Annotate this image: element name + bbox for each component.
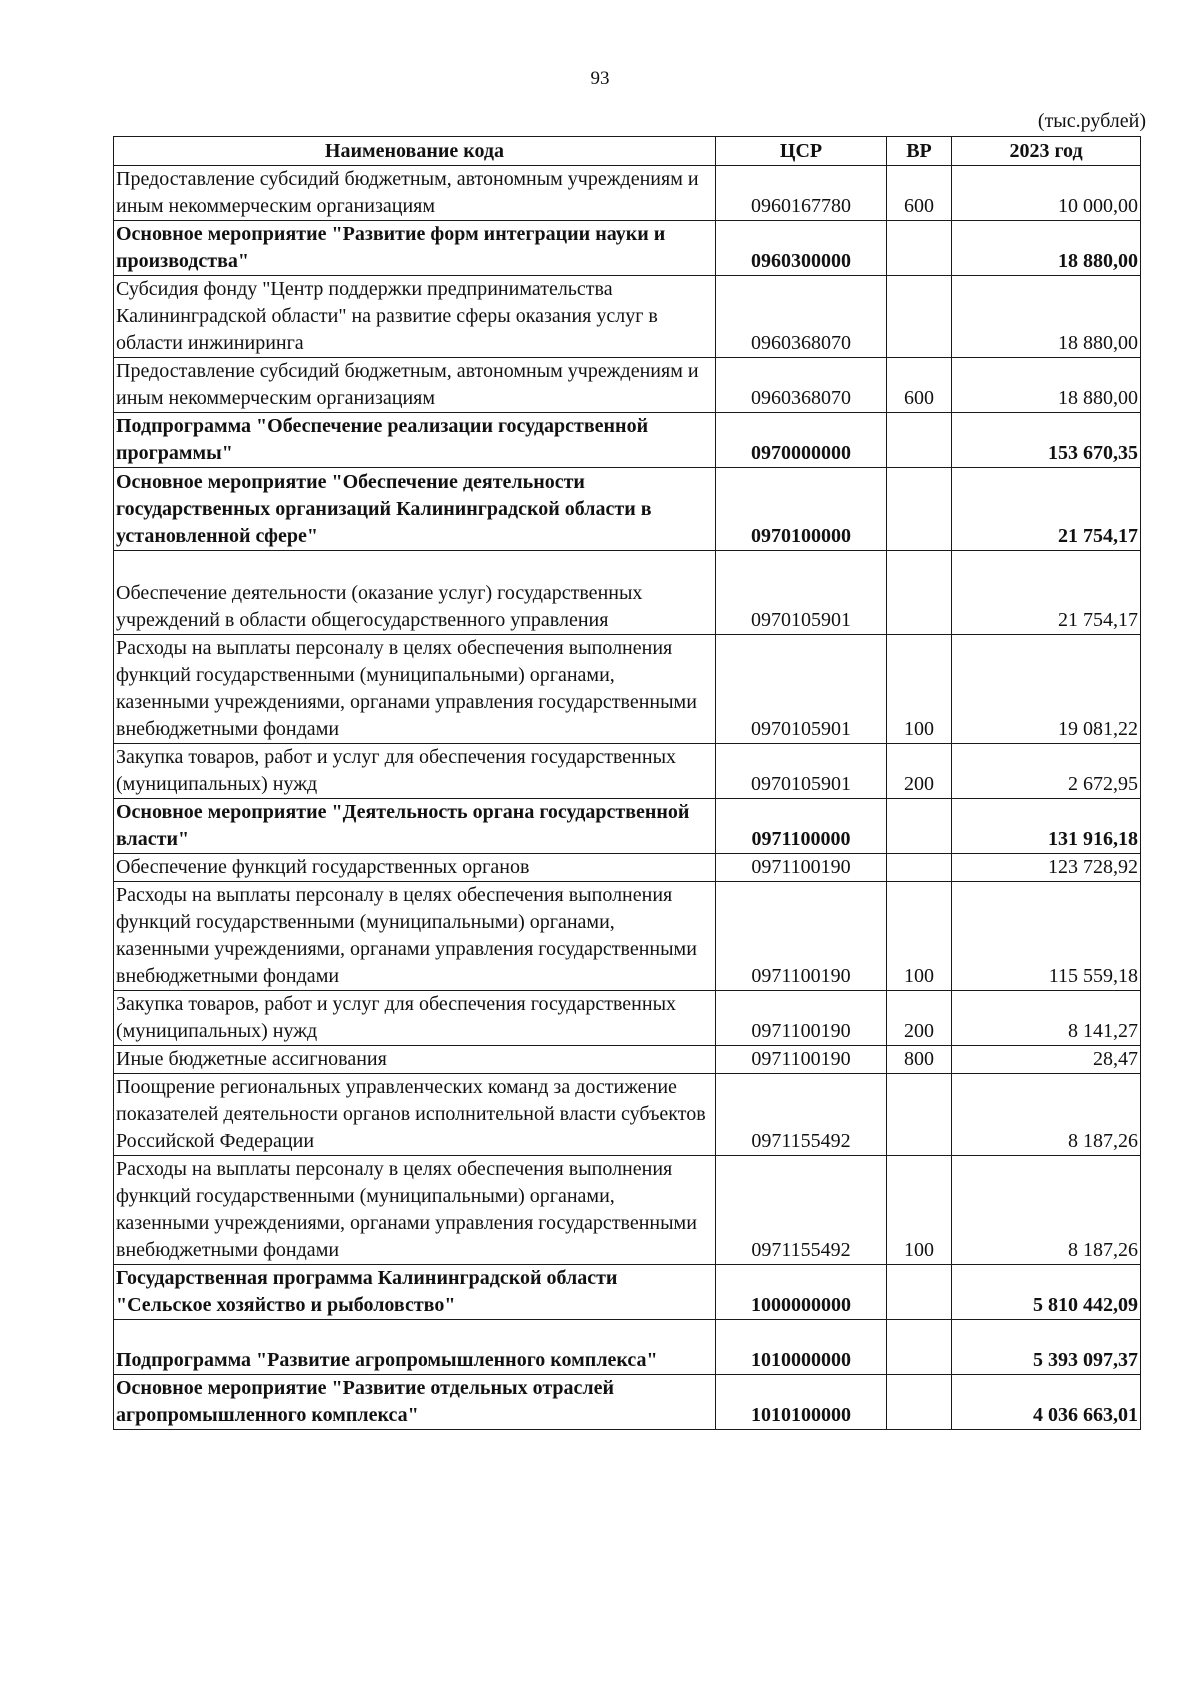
cell-vr: 800 <box>887 1046 952 1074</box>
table-row <box>114 358 1141 413</box>
cell-sum: 21 754,17 <box>952 468 1141 551</box>
cell-vr <box>887 799 952 854</box>
table-row <box>114 1265 1141 1320</box>
cell-name: Закупка товаров, работ и услуг для обеспечения государственных (муниципальных) нужд <box>114 991 716 1046</box>
budget-table <box>113 136 1141 1430</box>
cell-csr: 0971100190 <box>716 991 887 1046</box>
table-row <box>114 882 1141 991</box>
cell-vr <box>887 1265 952 1320</box>
cell-vr <box>887 1320 952 1375</box>
cell-sum: 8 187,26 <box>952 1156 1141 1265</box>
table-row <box>114 276 1141 358</box>
cell-vr: 100 <box>887 1156 952 1265</box>
cell-sum: 131 916,18 <box>952 799 1141 854</box>
header-vr: ВР <box>887 137 952 166</box>
cell-name: Подпрограмма "Развитие агропромышленного комплекса" <box>114 1320 716 1375</box>
cell-sum: 2 672,95 <box>952 744 1141 799</box>
header-sum: 2023 год <box>952 137 1141 166</box>
cell-name: Государственная программа Калининградской области "Сельское хозяйство и рыболовство" <box>114 1265 716 1320</box>
cell-sum: 4 036 663,01 <box>952 1375 1141 1430</box>
cell-name: Подпрограмма "Обеспечение реализации государственной программы" <box>114 413 716 468</box>
cell-csr: 0971100190 <box>716 1046 887 1074</box>
cell-sum: 123 728,92 <box>952 854 1141 882</box>
cell-name: Предоставление субсидий бюджетным, автономным учреждениям и иным некоммерческим организациям <box>114 166 716 221</box>
cell-name: Иные бюджетные ассигнования <box>114 1046 716 1074</box>
table-row <box>114 1320 1141 1375</box>
cell-sum: 28,47 <box>952 1046 1141 1074</box>
cell-csr: 0960300000 <box>716 221 887 276</box>
table-row <box>114 991 1141 1046</box>
cell-csr: 0971100000 <box>716 799 887 854</box>
table-row <box>114 799 1141 854</box>
cell-vr: 200 <box>887 991 952 1046</box>
cell-name: Основное мероприятие "Деятельность органа государственной власти" <box>114 799 716 854</box>
cell-name: Закупка товаров, работ и услуг для обеспечения государственных (муниципальных) нужд <box>114 744 716 799</box>
cell-sum: 5 810 442,09 <box>952 1265 1141 1320</box>
cell-vr: 600 <box>887 358 952 413</box>
cell-vr <box>887 413 952 468</box>
cell-csr: 0970105901 <box>716 551 887 635</box>
table-row <box>114 1046 1141 1074</box>
cell-vr <box>887 1074 952 1156</box>
cell-sum: 8 187,26 <box>952 1074 1141 1156</box>
cell-csr: 0960167780 <box>716 166 887 221</box>
cell-name: Субсидия фонду "Центр поддержки предпринимательства Калининградской области" на развитие сферы оказания услуг в области инжиниринга <box>114 276 716 358</box>
cell-sum: 18 880,00 <box>952 358 1141 413</box>
table-row <box>114 551 1141 635</box>
cell-vr: 100 <box>887 882 952 991</box>
table-body <box>114 166 1141 1430</box>
cell-vr <box>887 551 952 635</box>
cell-sum: 18 880,00 <box>952 221 1141 276</box>
table-row <box>114 854 1141 882</box>
units-label: (тыс.рублей) <box>1037 110 1146 132</box>
header-csr: ЦСР <box>716 137 887 166</box>
cell-csr: 1000000000 <box>716 1265 887 1320</box>
cell-csr: 0971100190 <box>716 882 887 991</box>
cell-sum: 115 559,18 <box>952 882 1141 991</box>
cell-sum: 18 880,00 <box>952 276 1141 358</box>
cell-name: Расходы на выплаты персоналу в целях обеспечения выполнения функций государственными (муниципальными) органами, казенными учреждениями, органами управления государственными внебюджетными фондами <box>114 635 716 744</box>
table-row <box>114 468 1141 551</box>
cell-csr: 0970105901 <box>716 744 887 799</box>
cell-vr: 600 <box>887 166 952 221</box>
cell-csr: 1010000000 <box>716 1320 887 1375</box>
cell-csr: 0960368070 <box>716 276 887 358</box>
cell-sum: 21 754,17 <box>952 551 1141 635</box>
header-name: Наименование кода <box>114 137 716 166</box>
cell-sum: 5 393 097,37 <box>952 1320 1141 1375</box>
cell-csr: 0970100000 <box>716 468 887 551</box>
cell-csr: 0970105901 <box>716 635 887 744</box>
cell-vr <box>887 221 952 276</box>
cell-name: Обеспечение функций государственных органов <box>114 854 716 882</box>
page-number: 93 <box>590 68 610 89</box>
cell-sum: 10 000,00 <box>952 166 1141 221</box>
cell-csr: 0971155492 <box>716 1074 887 1156</box>
table-row <box>114 166 1141 221</box>
cell-csr: 0971100190 <box>716 854 887 882</box>
cell-csr: 0970000000 <box>716 413 887 468</box>
cell-name: Основное мероприятие "Развитие форм интеграции науки и производства" <box>114 221 716 276</box>
cell-name: Основное мероприятие "Развитие отдельных отраслей агропромышленного комплекса" <box>114 1375 716 1430</box>
cell-name: Расходы на выплаты персоналу в целях обеспечения выполнения функций государственными (муниципальными) органами, казенными учреждениями, органами управления государственными внебюджетными фондами <box>114 1156 716 1265</box>
table-row <box>114 1375 1141 1430</box>
cell-sum: 153 670,35 <box>952 413 1141 468</box>
table-row <box>114 1074 1141 1156</box>
cell-csr: 0960368070 <box>716 358 887 413</box>
table-row <box>114 1156 1141 1265</box>
cell-vr <box>887 276 952 358</box>
table-row <box>114 413 1141 468</box>
cell-name: Обеспечение деятельности (оказание услуг) государственных учреждений в области общегосударственного управления <box>114 551 716 635</box>
cell-name: Предоставление субсидий бюджетным, автономным учреждениям и иным некоммерческим организациям <box>114 358 716 413</box>
table-row <box>114 635 1141 744</box>
cell-vr <box>887 1375 952 1430</box>
cell-vr: 200 <box>887 744 952 799</box>
table-row <box>114 744 1141 799</box>
cell-csr: 0971155492 <box>716 1156 887 1265</box>
cell-vr: 100 <box>887 635 952 744</box>
cell-csr: 1010100000 <box>716 1375 887 1430</box>
cell-sum: 8 141,27 <box>952 991 1141 1046</box>
table-row <box>114 221 1141 276</box>
cell-name: Основное мероприятие "Обеспечение деятельности государственных организаций Калининградской области в установленной сфере" <box>114 468 716 551</box>
cell-vr <box>887 468 952 551</box>
cell-name: Поощрение региональных управленческих команд за достижение показателей деятельности органов исполнительной власти субъектов Российской Федерации <box>114 1074 716 1156</box>
cell-vr <box>887 854 952 882</box>
cell-sum: 19 081,22 <box>952 635 1141 744</box>
cell-name: Расходы на выплаты персоналу в целях обеспечения выполнения функций государственными (муниципальными) органами, казенными учреждениями, органами управления государственными внебюджетными фондами <box>114 882 716 991</box>
table-header-row <box>114 137 1141 166</box>
